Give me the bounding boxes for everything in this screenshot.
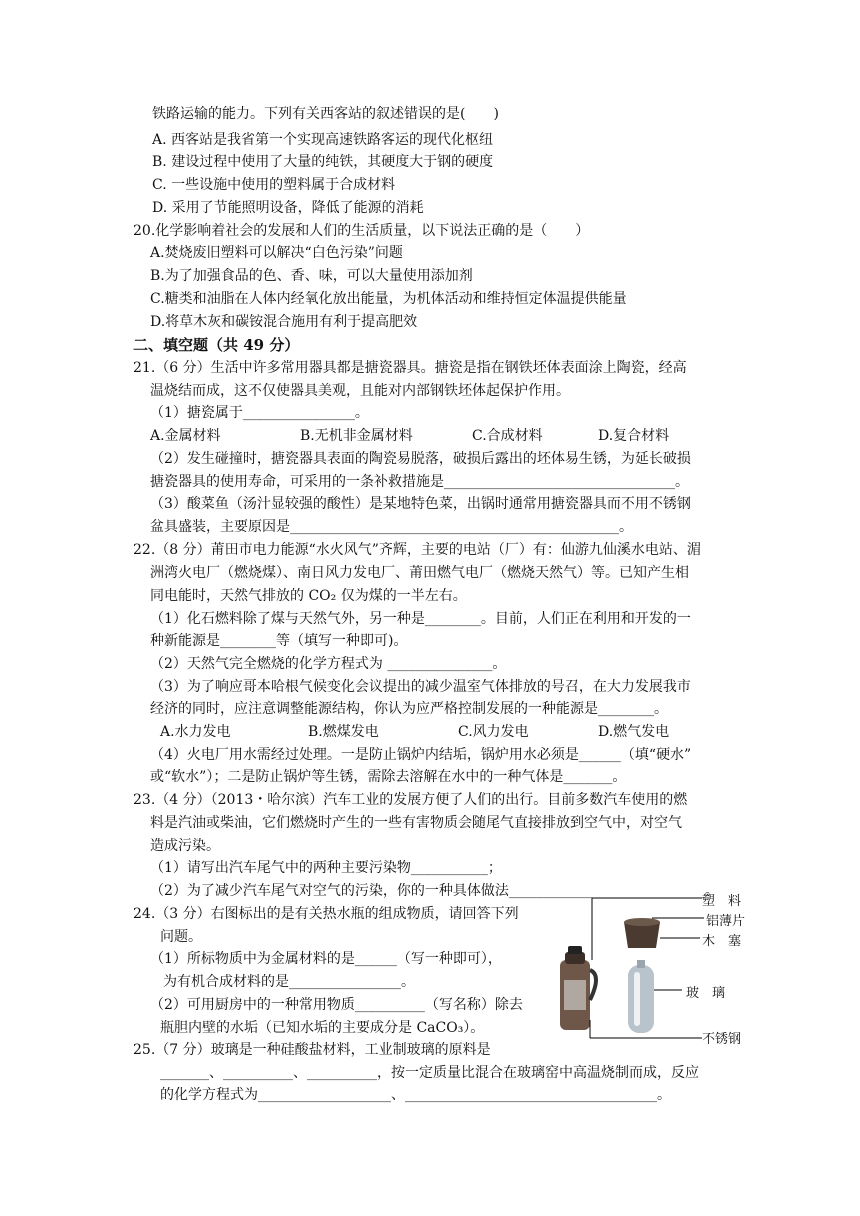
q24-line: 瓶胆内壁的水垢（已知水垢的主要成分是 CaCO₃）。 xyxy=(160,1020,485,1036)
q25-line: 25.（7 分）玻璃是一种硅酸盐材料，工业制玻璃的原料是 xyxy=(133,1042,491,1058)
q22-line: 经济的同时，应注意调整能源结构，你认为应严格控制发展的一种能源是________。 xyxy=(150,701,668,717)
q24-line: （1）所标物质中为金属材料的是______（写一种即可）， xyxy=(150,951,502,967)
q19-option-a: A. 西客站是我省第一个实现高速铁路客运的现代化枢纽 xyxy=(152,132,494,148)
q22-line: （1）化石燃料除了煤与天然气外，另一种是________。目前，人们正在利用和开发的一 xyxy=(150,611,691,627)
q22-option-c: C.风力发电 xyxy=(458,724,529,740)
q24-line: 24.（3 分）右图标出的是有关热水瓶的组成物质，请回答下列 xyxy=(133,906,519,922)
q19-option-c: C. 一些设施中使用的塑料属于合成材料 xyxy=(152,177,396,193)
q24-line: （2）可用厨房中的一种常用物质__________（写名称）除去 xyxy=(150,997,523,1013)
glass-liner xyxy=(628,965,654,1033)
label-glass: 玻 璃 xyxy=(686,986,726,1001)
q19-stem-line: 铁路运输的能力。下列有关西客站的叙述错误的是( ) xyxy=(152,106,499,122)
q23-line: （1）请写出汽车尾气中的两种主要污染物___________； xyxy=(150,860,502,876)
q22-line: （2）天然气完全燃烧的化学方程式为 _______________。 xyxy=(150,656,507,672)
label-steel: 不锈钢 xyxy=(702,1032,742,1047)
q22-line: 22.（8 分）莆田市电力能源“水火风气”齐辉，主要的电站（厂）有：仙游九仙溪水电站、湄 xyxy=(133,542,701,558)
q21-option-b: B.无机非金属材料 xyxy=(300,428,413,444)
q23-line: 料是汽油或柴油，它们燃烧时产生的一些有害物质会随尾气直接排放到空气中，对空气 xyxy=(150,815,682,831)
q22-option-d: D.燃气发电 xyxy=(598,724,670,740)
q22-line: （4）火电厂用水需经过处理。一是防止锅炉内结垢，锅炉用水必须是______（填“硬水” xyxy=(150,747,692,763)
label-plastic: 塑 料 xyxy=(702,894,742,909)
q20-option-d: D.将草木灰和碳铵混合施用有利于提高肥效 xyxy=(150,314,418,330)
q25-line: 的化学方程式为___________________、____________________________________。 xyxy=(160,1087,671,1103)
q22-line: 或“软水”）；二是防止锅炉等生锈，需除去溶解在水中的一种气体是_______。 xyxy=(150,769,627,785)
q22-option-b: B.燃煤发电 xyxy=(308,724,379,740)
q24-line: 问题。 xyxy=(160,929,202,945)
q23-line: （2）为了减少汽车尾气对空气的污染，你的一种具体做法____________________________。 xyxy=(150,883,719,899)
q20-option-b: B.为了加强食品的色、香、味，可以大量使用添加剂 xyxy=(150,268,473,284)
q21-line: 搪瓷器具的使用寿命，可采用的一条补救措施是_________________________________。 xyxy=(150,474,689,490)
q21-line: （3）酸菜鱼（汤汁显较强的酸性）是某地特色菜，出锅时通常用搪瓷器具而不用不锈钢 xyxy=(150,496,691,512)
q20-option-c: C.糖类和油脂在人体内经氧化放出能量，为机体活动和维持恒定体温提供能量 xyxy=(150,291,627,307)
q21-line: （1）搪瓷属于________________。 xyxy=(150,405,369,421)
q22-option-a: A.水力发电 xyxy=(160,724,231,740)
q22-line: 同电能时，天然气排放的 CO₂ 仅为煤的一半左右。 xyxy=(150,588,467,604)
q24-line: 为有机合成材料的是________________。 xyxy=(163,974,415,990)
q21-line: 温烧结而成，这不仅使器具美观，且能对内部钢铁坯体起保护作用。 xyxy=(150,383,570,399)
label-wood: 木 塞 xyxy=(702,934,742,949)
q23-line: 23.（4 分）（2013・哈尔滨）汽车工业的发展方便了人们的出行。目前多数汽车使用的燃 xyxy=(133,792,688,808)
q21-option-c: C.合成材料 xyxy=(472,428,543,444)
q20-stem: 20.化学影响着社会的发展和人们的生活质量，以下说法正确的是（ ） xyxy=(133,223,590,239)
thermos-figure xyxy=(552,890,762,1047)
q20-option-a: A.焚烧废旧塑料可以解决“白色污染”问题 xyxy=(150,245,403,261)
q21-line: （2）发生碰撞时，搪瓷器具表面的陶瓷易脱落，破损后露出的坯体易生锈，为延长破损 xyxy=(150,451,691,467)
section-title: 二、填空题（共 49 分） xyxy=(133,336,300,354)
q21-line: 盆具盛装，主要原因是_______________________________________________。 xyxy=(150,519,633,535)
q19-option-b: B. 建设过程中使用了大量的纯铁，其硬度大于钢的硬度 xyxy=(152,154,494,170)
label-aluminum: 铝薄片 xyxy=(706,914,746,929)
q21-option-a: A.金属材料 xyxy=(150,428,221,444)
q22-line: 洲湾火电厂（燃烧煤）、南日风力发电厂、莆田燃气电厂（燃烧天然气）等。已知产生相 xyxy=(150,565,689,581)
q23-line: 造成污染。 xyxy=(150,838,220,854)
q21-line: 21.（6 分）生活中许多常用器具都是搪瓷器具。搪瓷是指在钢铁坯体表面涂上陶瓷，经高 xyxy=(133,360,687,376)
q22-line: 种新能源是________等（填写一种即可)。 xyxy=(150,633,408,649)
q21-option-d: D.复合材料 xyxy=(598,428,670,444)
q22-line: （3）为了响应哥本哈根气候变化会议提出的减少温室气体排放的号召，在大力发展我市 xyxy=(150,679,691,695)
q25-line: _______、__________、__________，按一定质量比混合在玻璃窑中高温烧制而成，反应 xyxy=(160,1065,699,1081)
q19-option-d: D. 采用了节能照明设备，降低了能源的消耗 xyxy=(152,200,424,216)
